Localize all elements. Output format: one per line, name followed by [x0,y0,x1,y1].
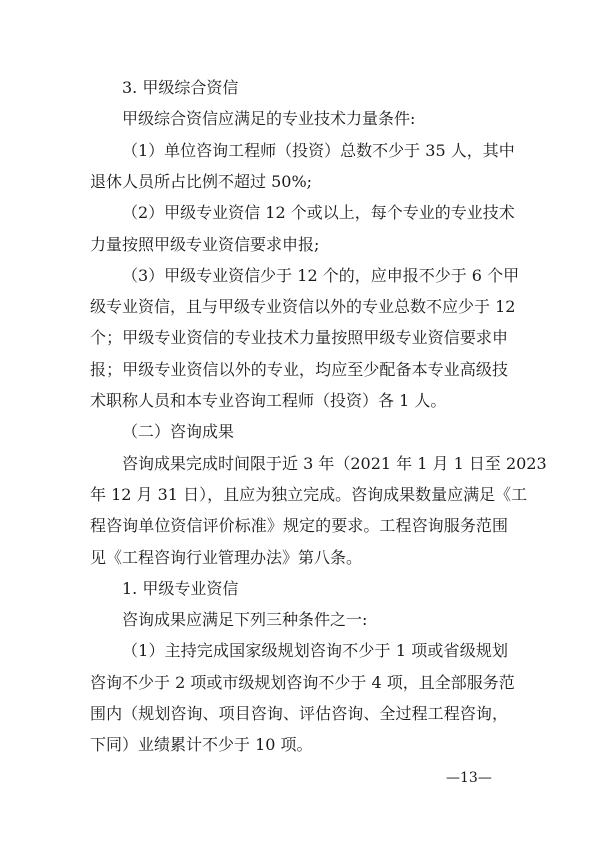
paragraph-line: 报；甲级专业资信以外的专业，均应至少配备本专业高级技 [90,360,508,379]
paragraph-line: 个；甲级专业资信的专业技术力量按照甲级专业资信要求申 [90,328,508,347]
paragraph-line: 退休人员所占比例不超过 50%; [90,172,313,191]
heading-consulting-results: （二）咨询成果 [122,422,235,441]
paragraph-line: 级专业资信，且与甲级专业资信以外的专业总数不应少于 12 [90,297,516,316]
heading-class-a-professional: 1. 甲级专业资信 [122,579,239,598]
paragraph-line: 下同）业绩累计不少于 10 项。 [90,735,313,754]
paragraph-line: 程咨询单位资信评价标准》规定的要求。工程咨询服务范围 [90,516,508,535]
paragraph-line: 见《工程咨询行业管理办法》第八条。 [90,548,363,567]
paragraph-line: 咨询成果应满足下列三种条件之一: [122,610,368,629]
paragraph-line: （1）主持完成国家级规划咨询不少于 1 项或省级规划 [122,641,508,660]
paragraph-line: （1）单位咨询工程师（投资）总数不少于 35 人，其中 [122,141,515,160]
paragraph-line: （2）甲级专业资信 12 个或以上，每个专业的专业技术 [122,203,515,222]
heading-class-a-comprehensive: 3. 甲级综合资信 [122,78,239,97]
page-number: —13— [446,770,492,786]
paragraph-line: 力量按照甲级专业资信要求申报; [90,235,320,254]
paragraph-line: 甲级综合资信应满足的专业技术力量条件: [122,109,416,128]
paragraph-line: 咨询成果完成时间限于近 3 年（2021 年 1 月 1 日至 2023 [122,454,547,473]
paragraph-line: 年 12 月 31 日），且应为独立完成。咨询成果数量应满足《工 [90,485,528,504]
paragraph-line: 术职称人员和本专业咨询工程师（投资）各 1 人。 [90,391,447,410]
paragraph-line: 围内（规划咨询、项目咨询、评估咨询、全过程工程咨询， [90,704,508,723]
paragraph-line: （3）甲级专业资信少于 12 个的，应申报不少于 6 个甲 [122,266,520,285]
paragraph-line: 咨询不少于 2 项或市级规划咨询不少于 4 项，且全部服务范 [90,673,515,692]
